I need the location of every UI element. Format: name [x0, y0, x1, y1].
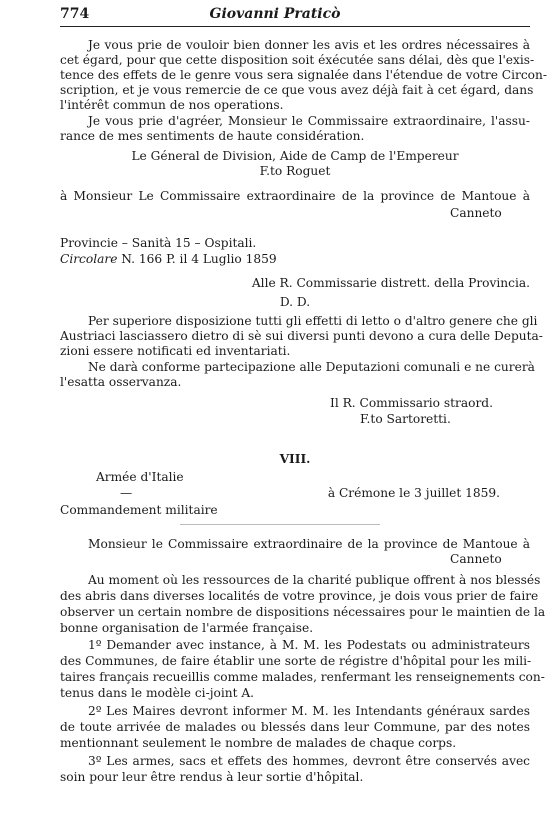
circular-number	[60, 252, 277, 267]
section-number: VIII.	[279, 452, 311, 466]
text-line: l'esatta osservanza.	[60, 375, 182, 389]
circular-signature-title: Il R. Commissario straord.	[330, 396, 493, 410]
text-line: Au moment où les ressources de la charité publique offrent à nos blessés	[88, 573, 541, 587]
text-line: 2º Les Maires devront informer M. M. les Intendants généraux sardes	[88, 704, 530, 718]
address-line: Monsieur le Commissaire extraordinaire de la province de Mantoue à	[88, 537, 530, 551]
running-title: Giovanni Praticò	[209, 6, 341, 22]
text-line: Je vous prie d'agréer, Monsieur le Commissaire extraordinaire, l'assu-	[88, 114, 530, 128]
signature-line: Le Géneral de Division, Aide de Camp de l'Empereur	[131, 149, 459, 163]
text-line: zioni essere notificati ed inventariati.	[60, 344, 291, 358]
circular-label: Circolare	[60, 252, 118, 266]
text-line: 1º Demander avec instance, à M. M. les Podestats ou administrateurs	[88, 638, 530, 652]
text-line: observer un certain nombre de dispositions nécessaires pour le maintien de la	[60, 605, 546, 619]
text-line: Austriaci lasciassero dietro di sè sui diversi punti devono a cura delle Deputa-	[60, 329, 543, 343]
circular-dd: D. D.	[279, 295, 311, 309]
text-line: Je vous prie de vouloir bien donner les avis et les ordres nécessaires à	[88, 38, 530, 52]
place-date: à Crémone le 3 juillet 1859.	[327, 486, 500, 500]
circular-signature-name: F.to Sartoretti.	[360, 412, 451, 426]
sender-command: Commandement militaire	[60, 503, 218, 517]
text-line: rance de mes sentiments de haute considération.	[60, 129, 365, 143]
divider	[180, 524, 380, 525]
text-line: tenus dans le modèle ci-joint A.	[60, 686, 255, 700]
address-place: Canneto	[450, 206, 502, 220]
page-number: 774	[60, 6, 90, 22]
text-line: soin pour leur être rendus à leur sortie d'hôpital.	[60, 770, 364, 784]
text-line: des Communes, de faire établir une sorte de régistre d'hôpital pour les mili-	[60, 654, 532, 668]
text-line: taires français recueillis comme malades, renfermant les renseignements con-	[60, 670, 545, 684]
text-line: des abris dans diverses localités de votre province, je dois vous prier de faire	[60, 589, 539, 603]
text-line: cet égard, pour que cette disposition soit éxécutée sans délai, dès que l'exis-	[60, 53, 535, 67]
text-line: Ne darà conforme partecipazione alle Deputazioni comunali e ne curerà	[88, 360, 535, 374]
text-line: bonne organisation de l'armée française.	[60, 621, 314, 635]
sender-army: Armée d'Italie	[96, 470, 184, 484]
header-rule	[60, 26, 530, 27]
address-line: à Monsieur Le Commissaire extraordinaire de la province de Mantoue à	[60, 189, 530, 203]
text-line: mentionnant seulement le nombre de malades de chaque corps.	[60, 736, 457, 750]
text-line: 3º Les armes, sacs et effets des hommes, devront être conservés avec	[88, 754, 530, 768]
text-line: de toute arrivée de malades ou blessés dans leur Commune, par des notes	[60, 720, 530, 734]
text-line: l'intérêt commun de nos operations.	[60, 98, 284, 112]
signature-name: F.to Roguet	[259, 164, 331, 178]
sender-dash: —	[120, 486, 133, 500]
text-line: scription, et je vous remercie de ce que vous avez déjà fait à cet égard, dans	[60, 83, 534, 97]
text-line: Per superiore disposizione tutti gli effetti di letto o d'altro genere che gli	[88, 314, 538, 328]
circular-ref: N. 166 P. il 4 Luglio 1859	[117, 252, 277, 266]
circular-heading: Provincie – Sanità 15 – Ospitali.	[60, 236, 257, 250]
address-place: Canneto	[450, 552, 502, 566]
text-line: tence des effets de le genre vous sera signalée dans l'étendue de votre Circon-	[60, 68, 547, 82]
circular-addressee: Alle R. Commissarie distrett. della Provincia.	[251, 276, 530, 290]
